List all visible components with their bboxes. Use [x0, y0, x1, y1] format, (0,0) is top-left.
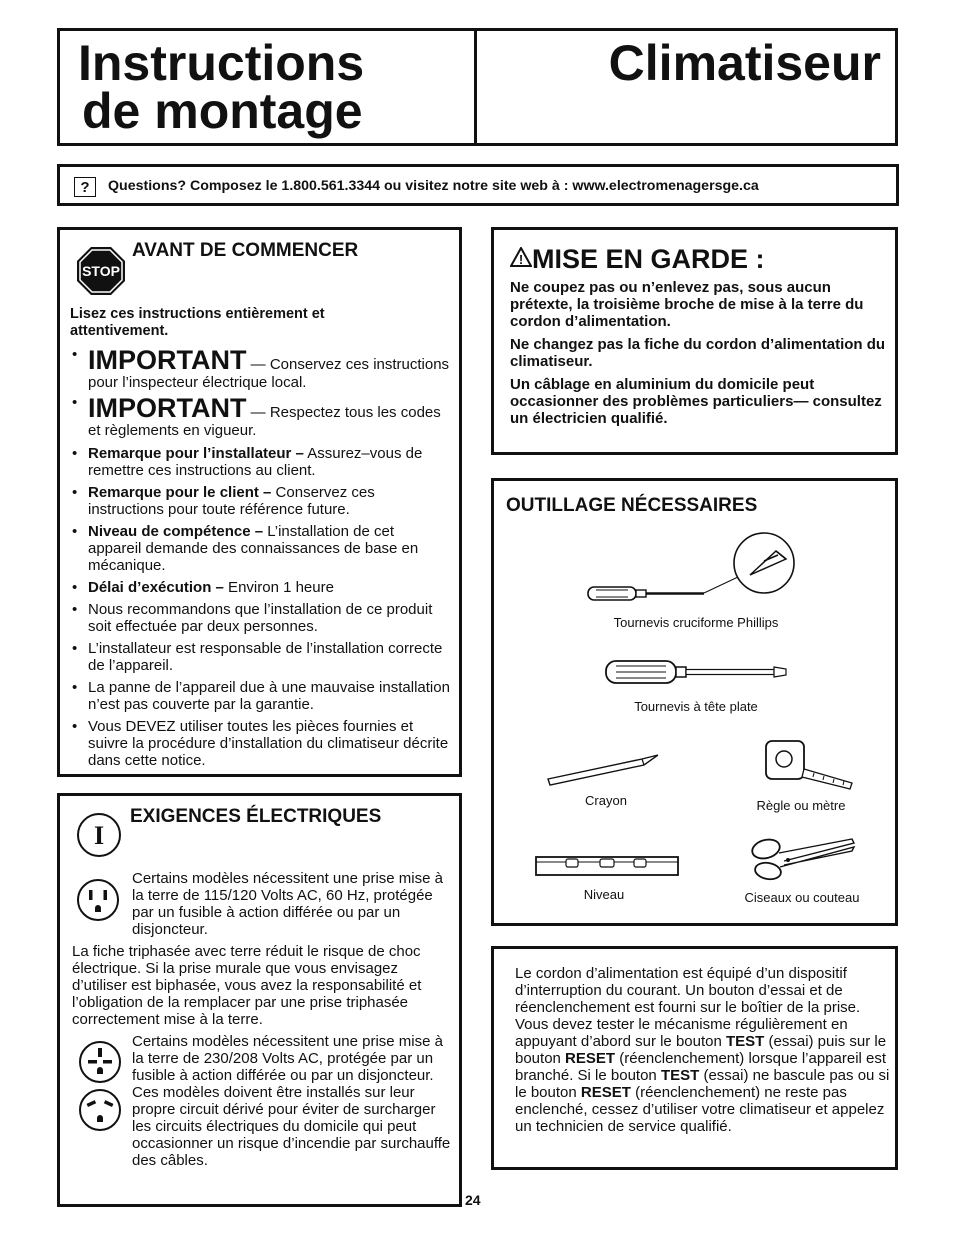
avant-list: [70, 346, 450, 774]
warning-para: Ne changez pas la fiche du cordon d’alimentation du climatiseur.: [510, 336, 886, 370]
tool-label-phillips: Tournevis cruciforme Phillips: [613, 615, 779, 630]
tool-label-regle: Règle ou mètre: [756, 798, 846, 813]
test-label: TEST: [660, 1067, 700, 1084]
outlet-120v-icon: [76, 878, 120, 922]
tool-label-ciseaux: Ciseaux ou couteau: [744, 890, 860, 905]
exigences-para1: Certains modèles nécessitent une prise mise à la terre de 115/120 Volts AC, 60 Hz, protégée par un fusible à action différée ou par un disjoncteur.: [132, 870, 443, 938]
info-icon-glyph: I: [93, 821, 105, 850]
cordon-section: [491, 946, 898, 1170]
warning-icon: [510, 247, 532, 267]
list-item: • Remarque pour le client – Conservez ces instructions pour toute référence future.: [70, 484, 450, 518]
list-item: • Niveau de compétence – L’installation de cet appareil demande des connaissances de base en mécanique.: [70, 523, 450, 574]
stop-sign-text: STOP: [82, 263, 120, 279]
outillage-heading: OUTILLAGE NÉCESSAIRES: [506, 495, 758, 516]
list-item: [70, 394, 450, 439]
tool-label-flat: Tournevis à tête plate: [634, 699, 758, 714]
title-left: [78, 35, 365, 139]
mise-en-garde-heading-row: [510, 244, 765, 275]
pencil-icon: [546, 753, 662, 787]
level-icon: [534, 853, 680, 879]
avant-intro: Lisez ces instructions entièrement et attentivement.: [70, 306, 325, 339]
reset-label: RESET: [565, 1050, 616, 1067]
cordon-seg: (essai) puis sur le bouton: [515, 1033, 887, 1067]
exigences-section: [57, 793, 462, 1207]
title-left-line2: de montage: [82, 83, 363, 139]
outlet-230v-icon: [78, 1040, 122, 1084]
cordon-seg: (essai) ne bascule pas ou si le bouton: [515, 1067, 890, 1101]
list-item: [70, 346, 450, 391]
list-item: • Nous recommandons que l’installation de ce produit soit effectuée par deux personnes.: [70, 601, 450, 635]
page-number: 24: [465, 1192, 481, 1208]
outlet-208v-icon: [78, 1088, 122, 1132]
tool-label-crayon: Crayon: [585, 793, 627, 808]
questions-text: Questions? Composez le 1.800.561.3344 ou visitez notre site web à : www.electromenagersge.ca: [108, 178, 759, 194]
warning-para: Ne coupez pas ou n’enlevez pas, sous aucun prétexte, la troisième broche de mise à la terre du cordon d’alimentation.: [510, 279, 864, 330]
title-left-line1: Instructions: [78, 35, 365, 91]
warning-icon-glyph: !: [518, 252, 524, 267]
tape-measure-icon: [762, 737, 858, 793]
list-item: • Vous DEVEZ utiliser toutes les pièces fournies et suivre la procédure d’installation du climatiseur décrite dans cette notice.: [70, 718, 450, 769]
test-label: TEST: [726, 1033, 765, 1050]
mise-en-garde-text: [510, 279, 890, 433]
cordon-seg: (réenclenchement) lorsque l’appareil est branché. Si le bouton: [515, 1050, 887, 1084]
cordon-seg: Le cordon d’alimentation est équipé d’un dispositif d’interruption du courant. Un bouton d’essai et de réenclenchement est fourni sur le boîtier de la prise. Vous devez tester le mécanisme régulièrement en appuyant d’abord sur le bouton: [515, 965, 861, 1050]
tool-label-niveau: Niveau: [583, 887, 625, 902]
question-icon: ?: [74, 177, 96, 197]
info-icon: [76, 812, 122, 858]
list-item: • Remarque pour l’installateur – Assurez–vous de remettre ces instructions au client.: [70, 445, 450, 479]
scissors-icon: [748, 833, 860, 885]
avant-heading: AVANT DE COMMENCER: [132, 240, 359, 261]
important-label: IMPORTANT: [88, 345, 247, 375]
exigences-heading: EXIGENCES ÉLECTRIQUES: [130, 806, 382, 827]
phillips-screwdriver-icon: [586, 531, 806, 611]
title-left-box: [57, 28, 477, 146]
title-right-box: [474, 28, 898, 146]
list-item: • La panne de l’appareil due à une mauvaise installation n’est pas couverte par la garantie.: [70, 679, 450, 713]
cordon-seg: (réenclenchement) ne reste pas enclenché, cessez d’utiliser votre climatiseur et appelez un technicien de service qualifié.: [515, 1084, 885, 1135]
list-item: • Délai d’exécution – Environ 1 heure: [70, 579, 450, 596]
stop-sign-icon: [76, 246, 126, 296]
reset-label: RESET: [580, 1084, 631, 1101]
important-label: IMPORTANT: [88, 393, 247, 423]
important-text: — Respectez tous les codes et règlements en vigueur.: [88, 404, 441, 439]
exigences-para2: La fiche triphasée avec terre réduit le risque de choc électrique. Si la prise murale que vous envisagez d’utiliser est biphasée, vous avez la responsabilité et l’obligation de la remplacer par une prise triphasée correctement mise à la terre.: [72, 943, 422, 1028]
flat-screwdriver-icon: [604, 657, 789, 687]
important-text: — Conservez ces instructions pour l’inspecteur électrique local.: [88, 356, 450, 391]
mise-en-garde-section: [491, 227, 898, 455]
cordon-text: [515, 965, 891, 1135]
mise-en-garde-heading: MISE EN GARDE :: [532, 244, 765, 274]
exigences-para3: Certains modèles nécessitent une prise mise à la terre de 230/208 Volts AC, protégée par un fusible à action différée ou par un disjoncteur. Ces modèles doivent être installés sur leur propre circuit dérivé pour éviter de surcharger les circuits électriques du domicile qui peut occasionner un risque d’incendie par surchauffe des câbles.: [132, 1033, 451, 1169]
list-item: • L’installateur est responsable de l’installation correcte de l’appareil.: [70, 640, 450, 674]
questions-bar: [57, 164, 899, 206]
avant-section: [57, 227, 462, 777]
title-right: Climatiseur: [608, 35, 881, 91]
outillage-section: [491, 478, 898, 926]
warning-para: Un câblage en aluminium du domicile peut occasionner des problèmes particuliers— consultez un électricien qualifié.: [510, 376, 882, 427]
